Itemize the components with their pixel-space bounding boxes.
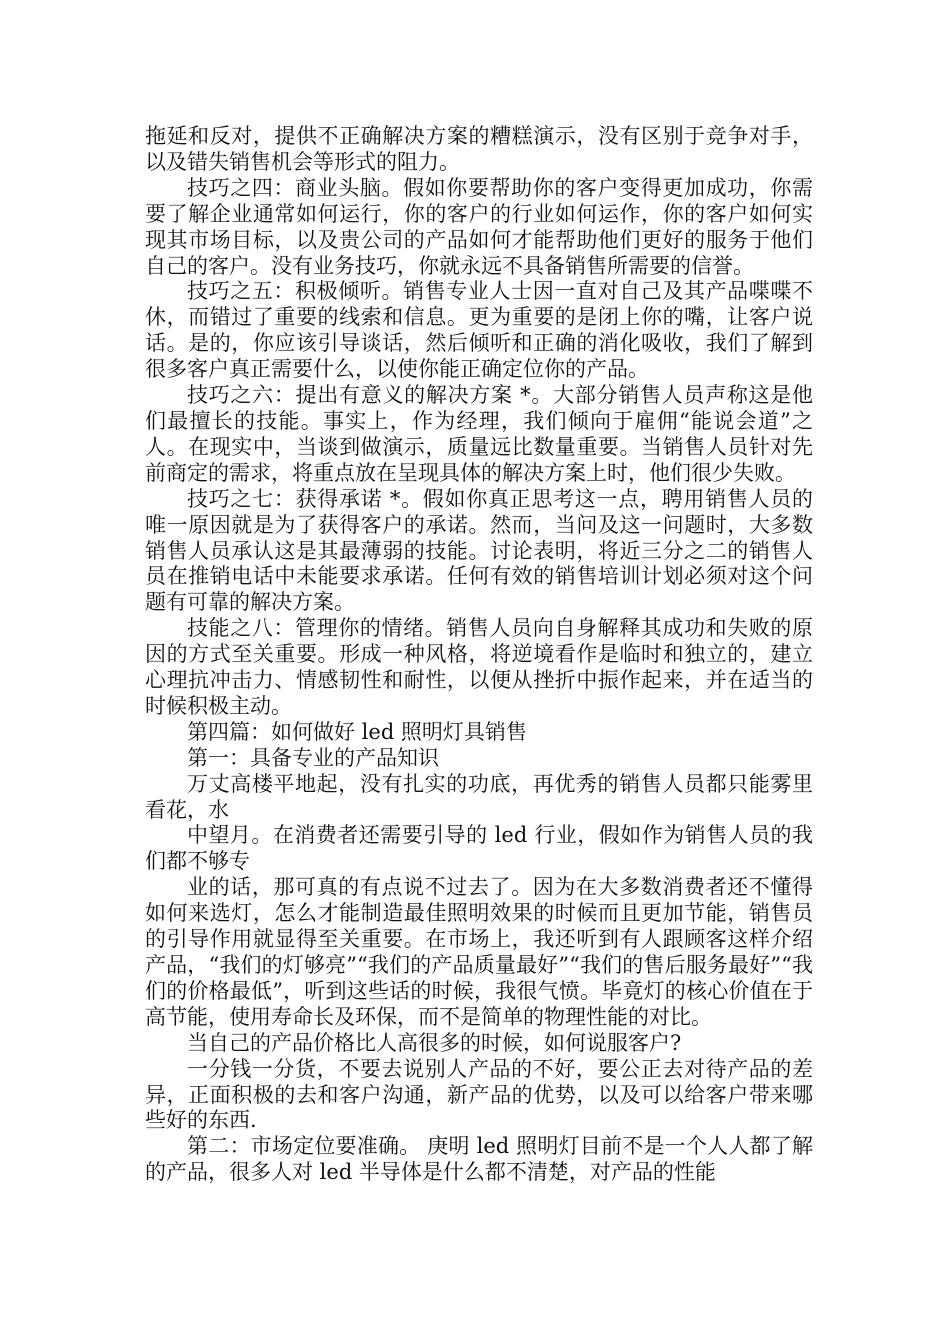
paragraph-skill-eight: 技能之八：管理你的情绪。销售人员向自身解释其成功和失败的原因的方式至关重要。形成一种风格，将逆境看作是临时和独立的，建立心理抗冲击力、情感韧性和耐性，以便从挫折中振作起来，并在适当的时候积极主动。 [145,616,813,718]
body-text [145,124,813,1186]
paragraph-foundation-cont-1: 中望月。在消费者还需要引导的 led 行业，假如作为销售人员的我们都不够专 [145,823,813,874]
section-heading-part-four: 第四篇：如何做好 led 照明灯具销售 [187,719,527,744]
paragraph-second-positioning: 第二：市场定位要准确。 庚明 led 照明灯目前不是一个人人都了解的产品，很多人对 led 半导体是什么都不清楚，对产品的性能 [145,1134,813,1185]
paragraph-foundation-cont-2: 业的话，那可真的有点说不过去了。因为在大多数消费者还不懂得如何来选灯，怎么才能制造最佳照明效果的时候而且更加节能，销售员的引导作用就显得至关重要。在市场上，我还听到有人跟顾客这样介绍产品，“我们的灯够亮”“我们的产品质量最好”“我们的售后服务最好”“我们的价格最低”，听到这些话的时候，我很气愤。毕竟灯的核心价值在于高节能，使用寿命长及环保，而不是简单的物理性能的对比。 [145,875,813,1029]
paragraph-pricing-answer: 一分钱一分货，不要去说别人产品的不好，要公正去对待产品的差异，正面积极的去和客户沟通，新产品的优势，以及可以给客户带来哪些好的东西. [145,1056,813,1133]
paragraph-foundation: 万丈高楼平地起，没有扎实的功底，再优秀的销售人员都只能雾里看花，水 [145,771,813,822]
paragraph-skill-five: 技巧之五：积极倾听。销售专业人士因一直对自己及其产品喋喋不休，而错过了重要的线索和信息。更为重要的是闭上你的嘴，让客户说话。是的，你应该引导谈话，然后倾听和正确的消化吸收，我们了解到很多客户真正需要什么，以使你能正确定位你的产品。 [145,279,813,382]
paragraph-skill-six: 技巧之六：提出有意义的解决方案 *。大部分销售人员声称这是他们最擅长的技能。事实上，作为经理，我们倾向于雇佣“能说会道”之人。在现实中，当谈到做演示，质量远比数量重要。当销售人员针对先前商定的需求，将重点放在呈现具体的解决方案上时，他们很少失败。 [145,383,813,485]
question-line: 当自己的产品价格比人高很多的时候，如何说服客户? [187,1030,682,1055]
paragraph-skill-four: 技巧之四：商业头脑。假如你要帮助你的客户变得更加成功，你需要了解企业通常如何运行，你的客户的行业如何运作，你的客户如何实现其市场目标，以及贵公司的产品如何才能帮助他们更好的服务于他们自己的客户。没有业务技巧，你就永远不具备销售所需要的信誉。 [145,175,813,278]
paragraph-continuation: 拖延和反对，提供不正确解决方案的糟糕演示，没有区别于竞争对手，以及错失销售机会等形式的阻力。 [145,124,813,174]
paragraph-skill-seven: 技巧之七：获得承诺 *。假如你真正思考这一点，聘用销售人员的唯一原因就是为了获得客户的承诺。然而，当问及这一问题时，大多数销售人员承认这是其最薄弱的技能。讨论表明，将近三分之二的销售人员在推销电话中未能要求承诺。任何有效的销售培训计划必须对这个问题有可靠的解决方案。 [145,486,813,615]
subheading-first: 第一：具备专业的产品知识 [187,745,439,770]
